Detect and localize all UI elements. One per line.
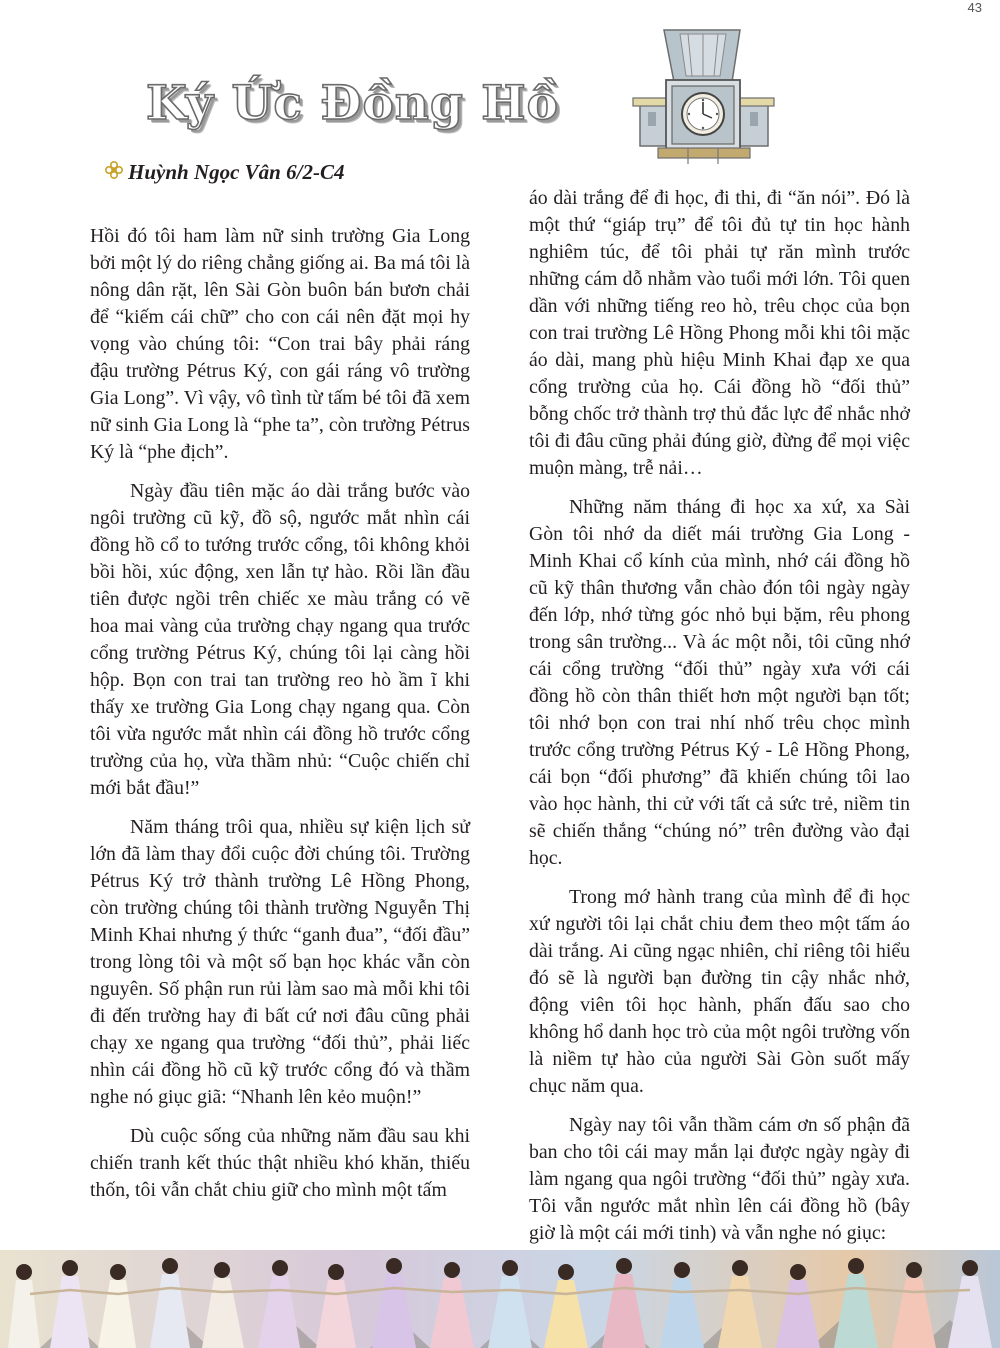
paragraph: Ngày đầu tiên mặc áo dài trắng bước vào ngôi trường cũ kỹ, đồ sộ, ngước mắt nhìn cái đồng hồ cổ to tướng trước cổng, tôi không khỏi bồi hồi, xúc động, xen lẫn tự hào. Rồi lần đầu tiên được ngồi trên chiếc xe màu trắng có vẽ hoa mai vàng của trường chạy ngang qua trước cổng trường Pétrus Ký, chúng tôi lại càng hồi hộp. Bọn con trai tan trường reo hò ầm ĩ khi thấy xe trường Gia Long chạy ngang qua. Còn tôi vừa ngước mắt nhìn cái đồng hồ trước cổng trường của họ, vừa thầm nhủ: “Cuộc chiến chỉ mới bắt đầu!”	[90, 480, 470, 799]
paragraph: Năm tháng trôi qua, nhiều sự kiện lịch sử lớn đã làm thay đổi cuộc đời chúng tôi. Trường Pétrus Ký trở thành trường Lê Hồng Phong, còn trường chúng tôi thành trường Nguyễn Thị Minh Khai nhưng ý thức “ganh đua”, “đối đầu” trong lòng tôi và một số bạn học khác vẫn còn nguyên. Số phận run rủi làm sao mà mỗi khi tôi đi đến trường hay đi bất cứ nơi đâu cũng phải chạy xe ngang qua trường “đối thủ”, phải liếc nhìn cái đồng hồ cũ kỹ trước cổng đó và thầm nghe nó giục giã: “Nhanh lên kẻo muộn!”	[90, 816, 470, 1108]
paragraph: Dù cuộc sống của những năm đầu sau khi chiến tranh kết thúc thật nhiều khó khăn, thiếu thốn, tôi vẫn chắt chiu giữ cho mình một tấm	[90, 1125, 470, 1201]
right-column	[529, 185, 910, 1259]
article-title: Ký Ức Đồng Hồ	[146, 76, 559, 131]
paragraph: Ngày nay tôi vẫn thầm cám ơn số phận đã ban cho tôi cái may mắn lại được ngày ngày đi làm ngang qua ngôi trường “đối thủ” ngày xưa. Tôi vẫn ngước mắt nhìn lên cái đồng hồ (bây giờ là một cái mới tinh) và vẫn nghe nó giục:	[529, 1114, 910, 1244]
ao-dai-dancers-painting	[0, 1250, 1000, 1348]
paragraph: Trong mớ hành trang của mình để đi học xứ người tôi lại chắt chiu đem theo một tấm áo dài trắng. Ai cũng ngạc nhiên, chỉ riêng tôi hiểu đó sẽ là người bạn đường tin cậy nhắc nhở, động viên tôi học hành, phấn đấu sao cho không hổ danh học trò của một ngôi trường vốn là niềm tự hào của người Sài Gòn suốt mấy chục năm qua.	[529, 886, 910, 1097]
paragraph: Hồi đó tôi ham làm nữ sinh trường Gia Long bởi một lý do riêng chẳng giống ai. Ba má tôi là nông dân rặt, lên Sài Gòn buôn bán bươn chải để “kiếm cái chữ” cho con cái nên đặt mọi hy vọng vào chúng tôi: “Con trai bây phải ráng đậu trường Pétrus Ký, con gái ráng vô trường Gia Long”. Vì vậy, vô tình từ tấm bé tôi đã xem nữ sinh Gia Long là “phe ta”, còn trường Pétrus Ký là “phe địch”.	[90, 225, 470, 463]
school-gate-clock-icon	[628, 24, 780, 169]
paragraph: Những năm tháng đi học xa xứ, xa Sài Gòn tôi nhớ da diết mái trường Gia Long - Minh Khai cổ kính của mình, nhớ cái đồng hồ cũ kỹ thân thương vẫn chào đón tôi ngày ngày đến lớp, nhớ từng góc nhỏ bụi bặm, rêu phong trong sân trường... Và ác một nỗi, tôi cũng nhớ cái cổng trường “đối thủ” ngày xưa với cái đồng hồ còn thân thiết hơn một người bạn tốt; tôi nhớ bọn con trai nhí nhố trêu chọc mình trước cổng trường Pétrus Ký - Lê Hồng Phong, cái bọn “đối phương” đã khiến chúng tôi lao vào học hành, thi cử với tất cả sức trẻ, niềm tin sẽ chiến thắng “chúng nó” trên đường vào đại học.	[529, 496, 910, 869]
page-number: 43	[967, 0, 982, 15]
paragraph: áo dài trắng để đi học, đi thi, đi “ăn nói”. Đó là một thứ “giáp trụ” để tôi đủ tự tin học hành nghiêm túc, để tôi phải tự răn mình trước những cám dỗ nhằm vào tuổi mới lớn. Tôi quen dần với những tiếng reo hò, trêu chọc của bọn con trai trường Lê Hồng Phong mỗi khi tôi mặc áo dài, mang phù hiệu Minh Khai đạp xe qua cổng trường của họ. Cái đồng hồ “đối thủ” bỗng chốc trở thành trợ thủ đắc lực để nhắc nhở tôi đi đâu cũng phải đúng giờ, đừng để mọi việc muộn màng, trễ nải…	[529, 187, 910, 479]
left-column	[90, 223, 470, 1216]
flower-bullet-icon	[104, 160, 124, 185]
byline	[104, 160, 344, 185]
author-name: Huỳnh Ngọc Vân 6/2-C4	[128, 160, 345, 184]
